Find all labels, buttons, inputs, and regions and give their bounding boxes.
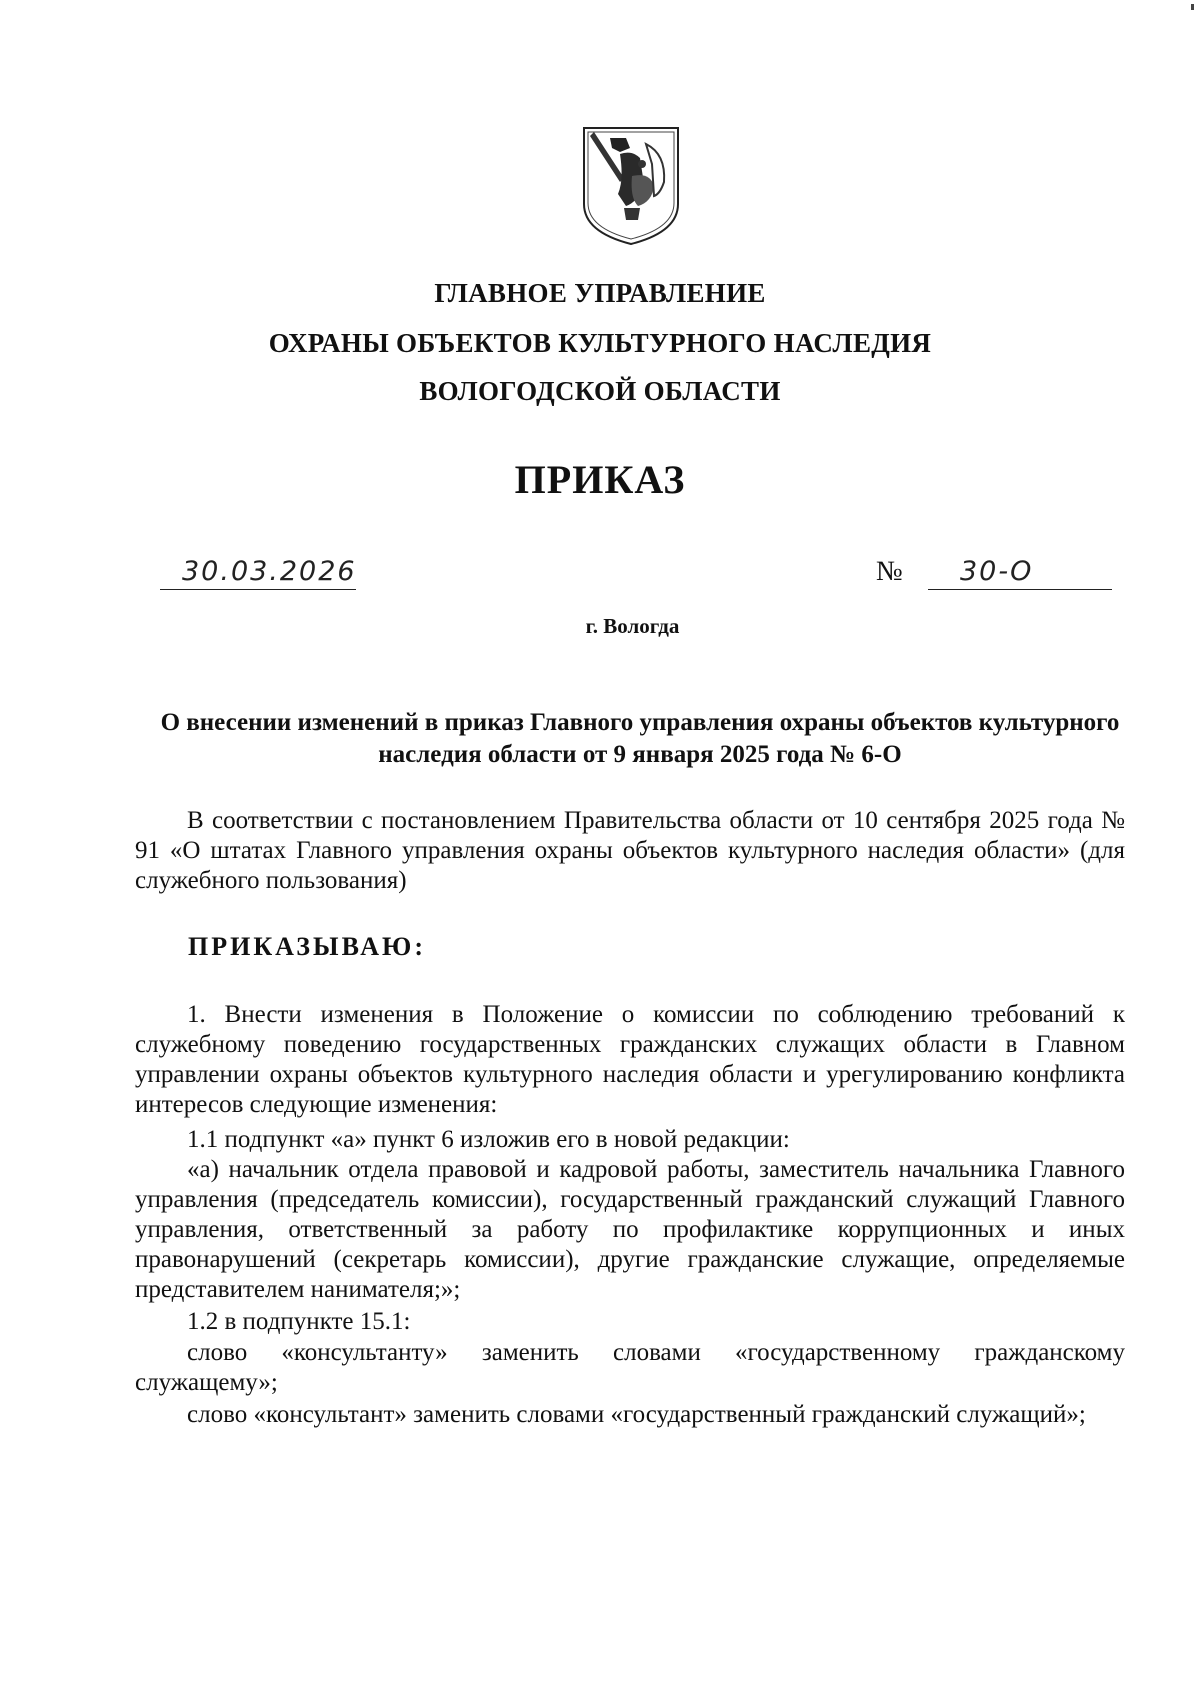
intro-paragraph: В соответствии с постановлением Правительства области от 10 сентября 2025 года № 91 «О штатах Главного управления охраны объектов культурного наследия области» (для служебного пользования) bbox=[135, 807, 1125, 894]
orders-heading: ПРИКАЗЫВАЮ: bbox=[188, 932, 426, 961]
header-line-2: ОХРАНЫ ОБЪЕКТОВ КУЛЬТУРНОГО НАСЛЕДИЯ bbox=[268, 328, 932, 358]
header-line-1: ГЛАВНОЕ УПРАВЛЕНИЕ bbox=[434, 278, 766, 308]
paragraph-1-2-item-b: слово «консультант» заменить словами «государственный гражданский служащий»; bbox=[187, 1401, 1086, 1428]
document-number: 30-О bbox=[928, 555, 1112, 590]
paragraph-1-1: 1.1 подпункт «а» пункт 6 изложив его в новой редакции: bbox=[187, 1126, 790, 1153]
paragraph-1-1-text: «а) начальник отдела правовой и кадровой работы, заместитель начальника Главного управления (председатель комиссии), государственный гражданский служащий Главного управления, ответственный за работу по профилактике коррупционных и иных правонарушений (секретарь комиссии), другие гражданские служащие, определяемые представителем нанимателя;»; bbox=[135, 1156, 1125, 1303]
paragraph-1-2-item-a: слово «консультанту» заменить словами «государственному гражданскому служащему»; bbox=[135, 1339, 1125, 1396]
scan-mark bbox=[1191, 4, 1194, 10]
header-line-3: ВОЛОГОДСКОЙ ОБЛАСТИ bbox=[419, 376, 781, 406]
vologda-coat-of-arms-icon bbox=[580, 124, 682, 248]
document-subject: О внесении изменений в приказ Главного управления охраны объектов культурного наследия области от 9 января 2025 года № 6-О bbox=[160, 709, 1120, 768]
paragraph-1-2: 1.2 в подпункте 15.1: bbox=[187, 1308, 411, 1335]
document-date: 30.03.2026 bbox=[160, 555, 356, 590]
number-sign: № bbox=[876, 556, 903, 587]
document-type-title: ПРИКАЗ bbox=[514, 457, 686, 502]
city-label: г. Вологда bbox=[585, 614, 680, 638]
paragraph-1: 1. Внести изменения в Положение о комиссии по соблюдению требований к служебному поведению государственных гражданских служащих области в Главном управлении охраны объектов культурного наследия области и урегулированию конфликта интересов следующие изменения: bbox=[135, 1001, 1125, 1118]
